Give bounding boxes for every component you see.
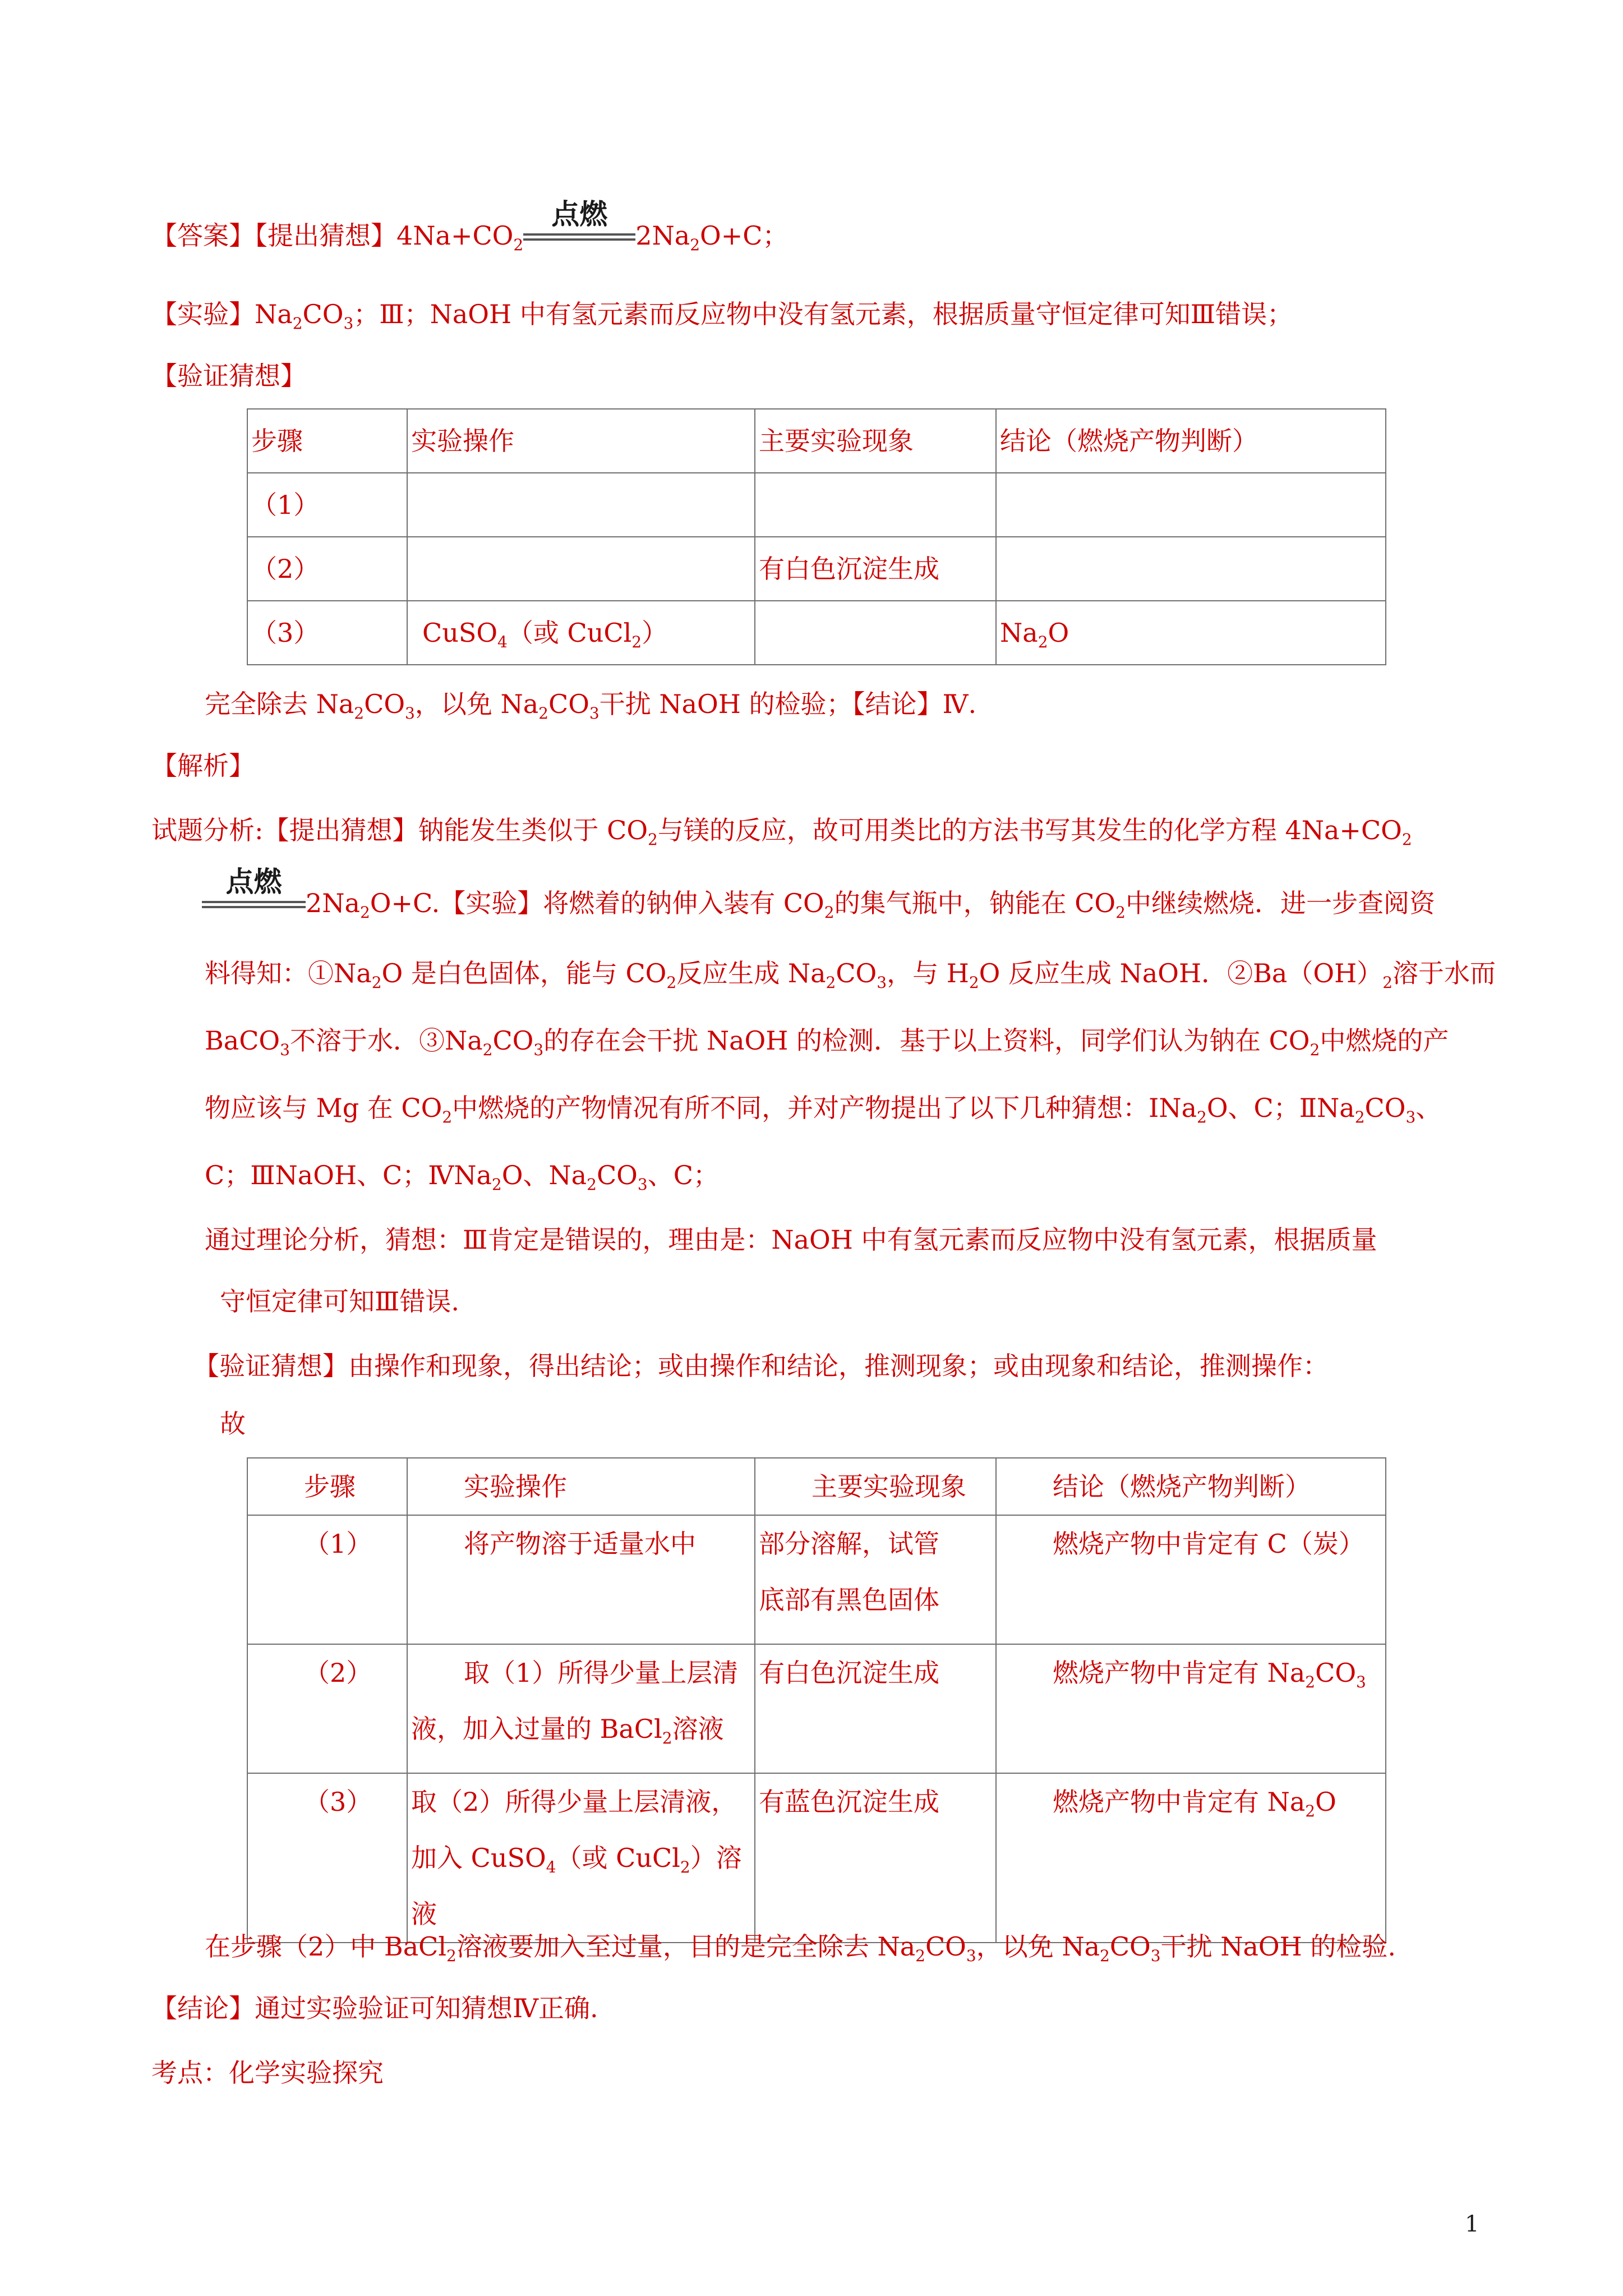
table-row xyxy=(247,1773,1386,1943)
header-phenomenon: 主要实验现象 xyxy=(755,1458,996,1515)
conclusion-cell xyxy=(996,537,1386,601)
experiment-answer-line: 【实验】$Na_2CO_3$；Ⅲ；NaOH 中有氢元素而反应物中没有氢元素，根据质量守恒定律可知Ⅲ错误； xyxy=(151,299,1293,333)
header-step: 步骤 xyxy=(247,1458,407,1515)
experiment-label: 【实验】 xyxy=(151,299,255,329)
conclusion-cell: $Na_2O$ xyxy=(996,601,1386,665)
analysis-line-9: 【验证猜想】由操作和现象，得出结论；或由操作和结论，推测现象；或由现象和结论，推测操作： xyxy=(193,1351,1329,1381)
reaction-condition: 点燃 xyxy=(202,886,306,920)
operation-cell: CuSO$_4$（或 CuCl$_2$） xyxy=(407,601,755,665)
table-row xyxy=(247,1458,1386,1515)
operation-cell: 取（2）所得少量上层清液， 加入 CuSO$_4$（或 CuCl$_2$）溶液 xyxy=(407,1773,755,1943)
phenomenon-cell: 部分溶解，试管 底部有黑色固体 xyxy=(755,1515,996,1644)
step-cell: （3） xyxy=(247,601,407,665)
table-row xyxy=(247,1515,1386,1644)
analysis-line-5: 物应该与 Mg 在 $CO_2$中燃烧的产物情况有所不同，并对产物提出了以下几种猜想：$ⅠNa_2O$、C；$ⅡNa_2CO_3$、 xyxy=(205,1093,1442,1126)
conclusion-cell: 燃烧产物中肯定有 C（炭） xyxy=(996,1515,1386,1644)
header-operation: 实验操作 xyxy=(407,1458,755,1515)
header-phenomenon: 主要实验现象 xyxy=(755,409,996,473)
analysis-line-8: 守恒定律可知Ⅲ错误. xyxy=(220,1286,459,1317)
answer-line-2: 完全除去 $Na_2CO_3$，以免 $Na_2CO_3$干扰 NaOH 的检验；【结论】Ⅳ. xyxy=(205,689,977,723)
analysis-line-4: BaCO$_3$不溶于水．$③Na_2CO_3$的存在会干扰 NaOH 的检测．基于以上资料，同学们认为钠在 $CO_2$中燃烧的产 xyxy=(205,1025,1449,1059)
phenomenon-cell: 有白色沉淀生成 xyxy=(755,1644,996,1773)
analysis-line-2: 点燃 $2Na_2O+C$.【实验】将燃着的钠伸入装有 $CO_2$的集气瓶中，钠能在 $CO_2$中继续燃烧．进一步查阅资 xyxy=(202,886,1435,920)
verify-label: 【验证猜想】 xyxy=(151,361,306,391)
conclusion-line: 【结论】通过实验验证可知猜想Ⅳ正确. xyxy=(151,1993,598,2023)
equation-right: $2Na_2O+C$； xyxy=(635,220,789,254)
analysis-line-1: 试题分析:【提出猜想】钠能发生类似于 $CO_2$与镁的反应，故可用类比的方法书写其发生的化学方程 $4Na+CO_2$ xyxy=(151,815,1412,849)
analysis-table xyxy=(247,1457,1386,1943)
phenomenon-cell: 有蓝色沉淀生成 xyxy=(755,1773,996,1943)
analysis-line-7: 通过理论分析，猜想：Ⅲ肯定是错误的，理由是：NaOH 中有氢元素而反应物中没有氢元素，根据质量 xyxy=(205,1225,1377,1255)
page-number: 1 xyxy=(1465,2211,1479,2237)
table-row xyxy=(247,409,1386,473)
answer-line xyxy=(151,198,789,254)
table-row xyxy=(247,601,1386,665)
kaodian-line: 考点：化学实验探究 xyxy=(151,2058,384,2088)
table-row xyxy=(247,473,1386,537)
analysis-line-3: 料得知：$①Na_2O$ 是白色固体，能与 $CO_2$反应生成 $Na_2CO_3$，与 $H_2O$ 反应生成 NaOH．$②Ba(OH)_2$溶于水而 xyxy=(205,958,1496,992)
analysis-line-10: 故 xyxy=(220,1409,246,1439)
step-cell: （2） xyxy=(247,1644,407,1773)
phenomenon-cell xyxy=(755,601,996,665)
phenomenon-cell: 有白色沉淀生成 xyxy=(755,537,996,601)
hypothesis-label: 【提出猜想】 xyxy=(255,220,396,251)
table-row xyxy=(247,537,1386,601)
step-cell: （3） xyxy=(247,1773,407,1943)
operation-cell: 取（1）所得少量上层清 液，加入过量的 BaCl$_2$溶液 xyxy=(407,1644,755,1773)
step-cell: （1） xyxy=(247,1515,407,1644)
table-row xyxy=(247,1644,1386,1773)
header-conclusion: 结论（燃烧产物判断） xyxy=(996,409,1386,473)
after-table-line: 在步骤（2）中 BaCl$_2$溶液要加入至过量，目的是完全除去 $Na_2CO_3$，以免 $Na_2CO_3$干扰 NaOH 的检验. xyxy=(205,1931,1396,1965)
answer-table xyxy=(247,408,1386,665)
operation-cell xyxy=(407,473,755,537)
header-step: 步骤 xyxy=(247,409,407,473)
analysis-label: 【解析】 xyxy=(151,751,255,781)
phenomenon-cell xyxy=(755,473,996,537)
operation-cell xyxy=(407,537,755,601)
answer-label: 【答案】 xyxy=(151,220,255,251)
header-operation: 实验操作 xyxy=(407,409,755,473)
analysis-line-6: C；ⅢNaOH、C；$ⅣNa_2O$、$Na_2CO_3$、C； xyxy=(205,1160,719,1194)
reaction-condition: 点燃 xyxy=(523,219,635,252)
step-cell: （1） xyxy=(247,473,407,537)
conclusion-label: 【结论】 xyxy=(852,689,943,719)
conclusion-cell: 燃烧产物中肯定有 $Na_2O$ xyxy=(996,1773,1386,1943)
conclusion-cell xyxy=(996,473,1386,537)
equation-left: $4Na+CO_2$ xyxy=(396,220,524,254)
step-cell: （2） xyxy=(247,537,407,601)
conclusion-cell: 燃烧产物中肯定有 $Na_2CO_3$ xyxy=(996,1644,1386,1773)
header-conclusion: 结论（燃烧产物判断） xyxy=(996,1458,1386,1515)
operation-cell: 将产物溶于适量水中 xyxy=(407,1515,755,1644)
